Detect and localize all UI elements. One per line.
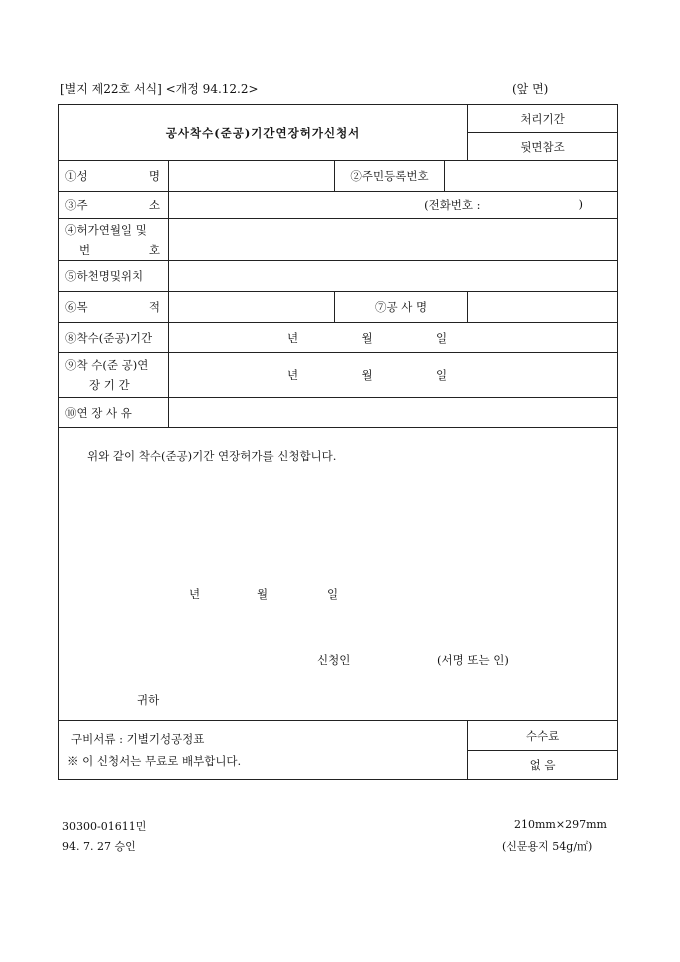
fee-label: 수수료 [468, 721, 618, 751]
date-year: 년 [189, 587, 201, 601]
extension-label-line-1: ⑨착 수(준 공)연 [65, 358, 149, 372]
processing-period-label: 처리기간 [468, 105, 618, 133]
date-month: 월 [257, 587, 269, 601]
documents-text: 구비서류 : 기별기성공정표 [71, 732, 205, 746]
river-field[interactable] [169, 261, 618, 292]
name-field[interactable] [169, 161, 335, 192]
period-month: 월 [361, 330, 373, 345]
required-documents [59, 721, 468, 780]
applicant-label: 신청인 [317, 653, 351, 667]
name-label-text-2: 명 [148, 169, 160, 183]
statement-text: 위와 같이 착수(준공)기간 연장허가를 신청합니다. [87, 449, 337, 463]
purpose-label-text-2: 적 [148, 300, 160, 314]
name-label [59, 161, 169, 192]
extension-day: 일 [435, 368, 448, 382]
river-label: ⑤하천명및위치 [59, 261, 169, 292]
project-name-field[interactable] [468, 292, 618, 323]
form-number: [별지 제22호 서식] <개정 94.12.2> [60, 82, 259, 96]
reason-label: ⑩연 장 사 유 [59, 398, 169, 428]
project-name-label: ⑦공 사 명 [335, 292, 468, 323]
address-label-text-1: ③주 [65, 198, 88, 212]
paper-size: 210mm×297mm [514, 818, 607, 831]
page-side: (앞 면) [512, 82, 549, 96]
address-label-text-2: 소 [148, 198, 160, 212]
processing-period-value: 뒷면참조 [468, 133, 618, 161]
period-field[interactable] [169, 323, 618, 353]
period-year: 년 [287, 330, 299, 345]
paper-weight: (신문용지 54g/㎡) [502, 840, 593, 853]
period-day: 일 [435, 330, 448, 345]
extension-label-line-2: 장 기 간 [89, 378, 130, 392]
reason-field[interactable] [169, 398, 618, 428]
rrn-label: ②주민등록번호 [335, 161, 445, 192]
phone-close: ) [578, 197, 584, 211]
permit-field[interactable] [169, 219, 618, 261]
purpose-field[interactable] [169, 292, 335, 323]
recipient-label: 귀하 [137, 693, 160, 707]
application-form [58, 104, 618, 780]
period-label: ⑧착수(준공)기간 [59, 323, 169, 353]
name-label-text-1: ①성 [65, 169, 88, 183]
approval-date: 94. 7. 27 승인 [62, 840, 136, 853]
signature-label: (서명 또는 인) [437, 653, 509, 667]
permit-label-text-a: 번 [79, 242, 91, 257]
fee-value: 없 음 [468, 751, 618, 780]
purpose-label [59, 292, 169, 323]
extension-year: 년 [287, 368, 299, 382]
extension-month: 월 [361, 368, 373, 382]
permit-label-text-b: 호 [148, 242, 160, 257]
purpose-label-text-1: ⑥목 [65, 300, 88, 314]
form-title: 공사착수(준공)기간연장허가신청서 [59, 105, 468, 161]
permit-label-line-1: ④허가연월일 및 [65, 222, 147, 237]
statement-area [59, 428, 618, 721]
extension-field[interactable] [169, 353, 618, 398]
address-field[interactable] [169, 192, 618, 219]
phone-label: (전화번호 : [424, 198, 481, 212]
permit-label [59, 219, 169, 261]
rrn-field[interactable] [445, 161, 618, 192]
free-distribution-note: ※ 이 신청서는 무료로 배부합니다. [67, 754, 242, 768]
address-label [59, 192, 169, 219]
extension-label [59, 353, 169, 398]
form-code: 30300-01611민 [62, 820, 147, 833]
date-day: 일 [327, 587, 339, 601]
